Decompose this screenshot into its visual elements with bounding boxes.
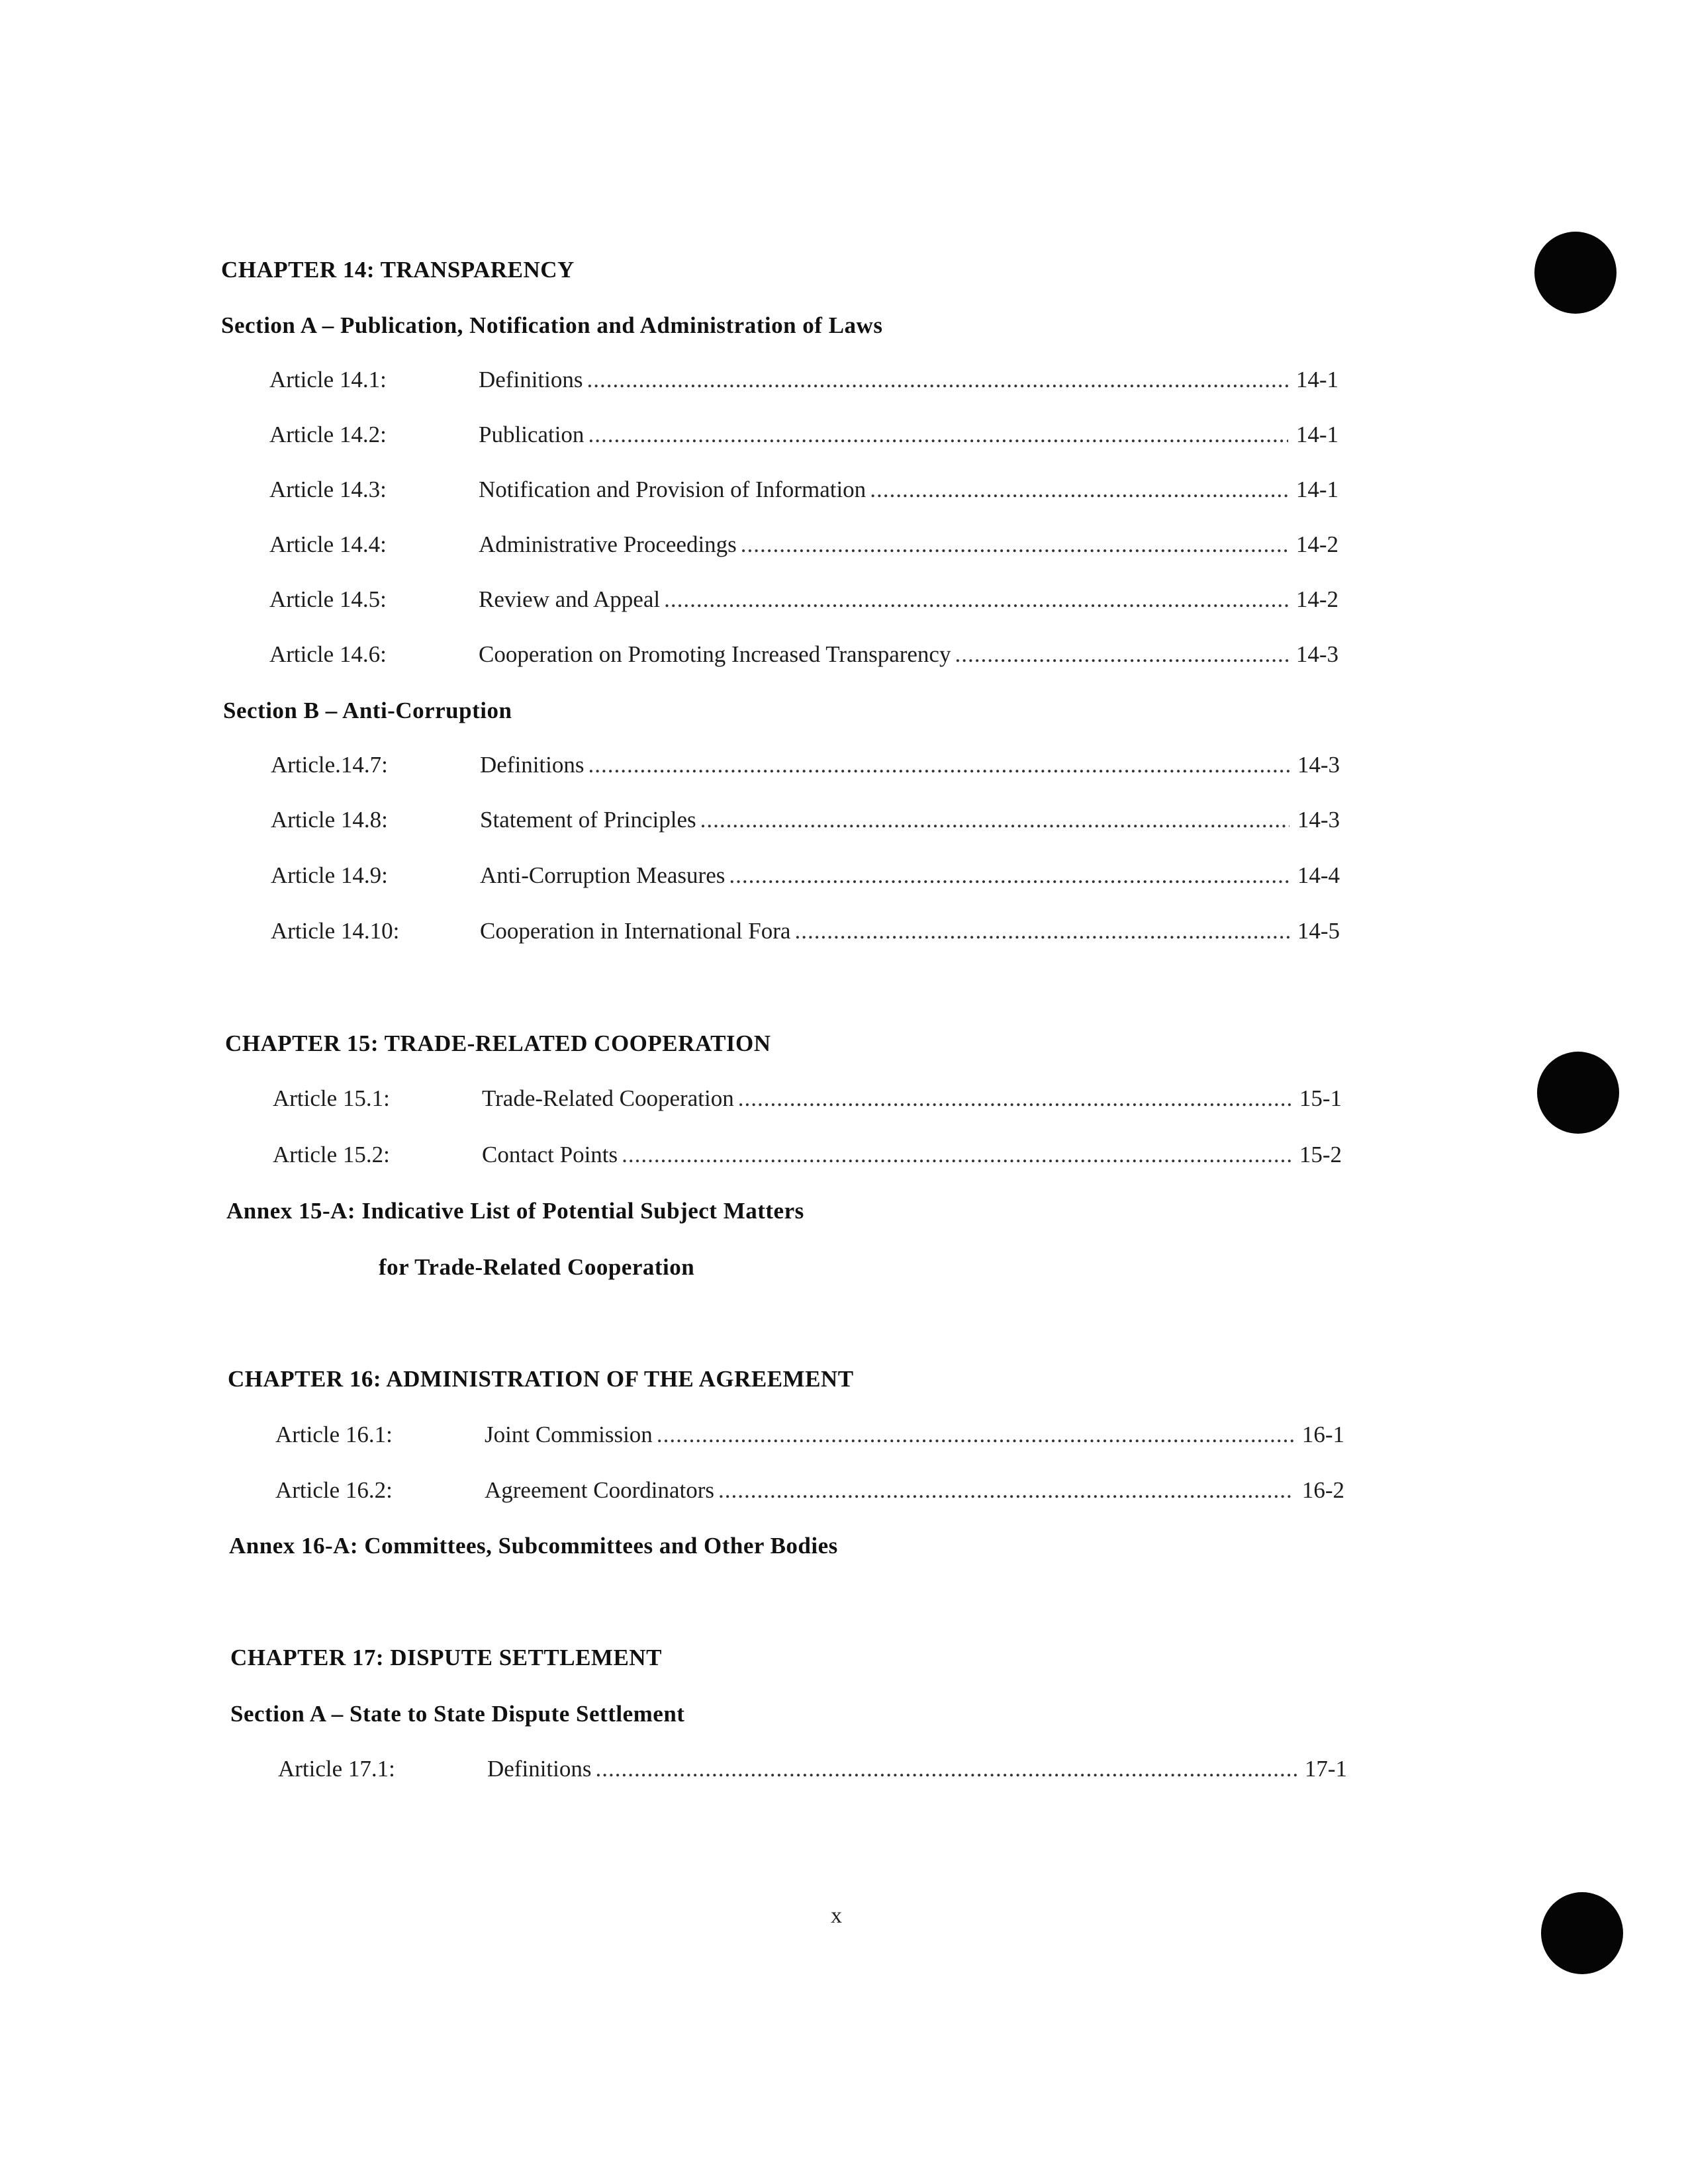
annex-15-a-heading: Annex 15-A: Indicative List of Potential Subject Matters (226, 1198, 804, 1224)
page-number-footer: x (831, 1903, 842, 1928)
article-number: Article 14.9: (271, 862, 388, 888)
page-number: 14-2 (1295, 531, 1338, 557)
punch-hole-top (1534, 232, 1617, 314)
punch-hole-bottom (1541, 1892, 1623, 1974)
page-number: 14-4 (1297, 862, 1340, 888)
article-title: Definitions (479, 367, 583, 392)
page-number: 16-1 (1301, 1422, 1344, 1447)
article-number: Article 14.3: (269, 477, 387, 502)
chapter-17-heading: CHAPTER 17: DISPUTE SETTLEMENT (230, 1645, 662, 1670)
article-number: Article 14.6: (269, 641, 387, 667)
dot-leader (595, 1756, 1296, 1782)
article-number: Article 15.2: (273, 1142, 390, 1167)
article-title: Publication (479, 422, 585, 447)
page-number: 15-2 (1299, 1142, 1342, 1167)
article-title: Administrative Proceedings (479, 531, 737, 557)
dot-leader (794, 918, 1289, 944)
dot-leader (729, 862, 1289, 889)
toc-entry-15-1 (273, 1085, 1342, 1117)
toc-entry-14-7 (271, 752, 1340, 784)
page-number: 17-1 (1304, 1756, 1347, 1782)
page-number: 14-2 (1295, 586, 1338, 612)
page-number: 14-5 (1297, 918, 1340, 944)
toc-entry-14-5 (269, 586, 1338, 618)
chapter-17-section-a-heading: Section A – State to State Dispute Settlement (230, 1701, 685, 1727)
article-number: Article 14.4: (269, 531, 387, 557)
toc-entry-14-6 (269, 641, 1338, 673)
dot-leader (700, 807, 1289, 833)
dot-leader (657, 1422, 1294, 1448)
article-title: Review and Appeal (479, 586, 661, 612)
dot-leader (738, 1085, 1291, 1112)
dot-leader (718, 1477, 1294, 1504)
article-number: Article 14.5: (269, 586, 387, 612)
page-number: 14-1 (1295, 422, 1338, 447)
article-title: Definitions (487, 1756, 592, 1782)
chapter-14-heading: CHAPTER 14: TRANSPARENCY (221, 257, 575, 283)
article-title: Notification and Provision of Information (479, 477, 867, 502)
chapter-14-section-a-heading: Section A – Publication, Notification and Administration of Laws (221, 312, 883, 338)
dot-leader (955, 641, 1288, 668)
article-title: Cooperation in International Fora (480, 918, 791, 944)
article-number: Article 15.1: (273, 1085, 390, 1111)
dot-leader (586, 367, 1288, 393)
chapter-16-heading: CHAPTER 16: ADMINISTRATION OF THE AGREEMENT (228, 1366, 854, 1392)
article-title: Anti-Corruption Measures (480, 862, 726, 888)
article-title: Joint Commission (485, 1422, 653, 1447)
article-number: Article 14.1: (269, 367, 387, 392)
article-title: Agreement Coordinators (485, 1477, 714, 1503)
article-number: Article 17.1: (278, 1756, 395, 1782)
toc-entry-14-8 (271, 807, 1340, 839)
page-number: 16-2 (1301, 1477, 1344, 1503)
toc-entry-15-2 (273, 1142, 1342, 1173)
article-number: Article 14.2: (269, 422, 387, 447)
toc-entry-17-1 (278, 1756, 1347, 1788)
chapter-14-section-b-heading: Section B – Anti-Corruption (223, 698, 512, 723)
toc-entry-14-2 (269, 422, 1338, 453)
annex-16-a-heading: Annex 16-A: Committees, Subcommittees and Other Bodies (229, 1533, 838, 1559)
article-title: Contact Points (482, 1142, 618, 1167)
article-title: Statement of Principles (480, 807, 696, 833)
page-number: 14-3 (1295, 641, 1338, 667)
toc-entry-14-10 (271, 918, 1340, 950)
toc-entry-14-1 (269, 367, 1338, 398)
chapter-15-heading: CHAPTER 15: TRADE-RELATED COOPERATION (225, 1030, 771, 1056)
dot-leader (622, 1142, 1291, 1168)
article-number: Article 16.1: (275, 1422, 393, 1447)
toc-entry-14-3 (269, 477, 1338, 508)
article-title: Trade-Related Cooperation (482, 1085, 734, 1111)
dot-leader (741, 531, 1288, 558)
article-number: Article 14.8: (271, 807, 388, 833)
toc-entry-16-2 (275, 1477, 1344, 1509)
page-number: 15-1 (1299, 1085, 1342, 1111)
article-number: Article 16.2: (275, 1477, 393, 1503)
dot-leader (870, 477, 1288, 503)
page-number: 14-1 (1295, 477, 1338, 502)
dot-leader (588, 422, 1288, 448)
toc-entry-14-9 (271, 862, 1340, 894)
annex-15-a-heading-continued: for Trade-Related Cooperation (379, 1254, 695, 1280)
article-number: Article.14.7: (271, 752, 388, 778)
page-number: 14-3 (1297, 807, 1340, 833)
toc-entry-16-1 (275, 1422, 1344, 1453)
article-number: Article 14.10: (271, 918, 400, 944)
punch-hole-middle (1537, 1052, 1619, 1134)
page-number: 14-3 (1297, 752, 1340, 778)
toc-entry-14-4 (269, 531, 1338, 563)
article-title: Cooperation on Promoting Increased Transparency (479, 641, 951, 667)
dot-leader (664, 586, 1288, 613)
page-number: 14-1 (1295, 367, 1338, 392)
article-title: Definitions (480, 752, 585, 778)
dot-leader (588, 752, 1289, 778)
